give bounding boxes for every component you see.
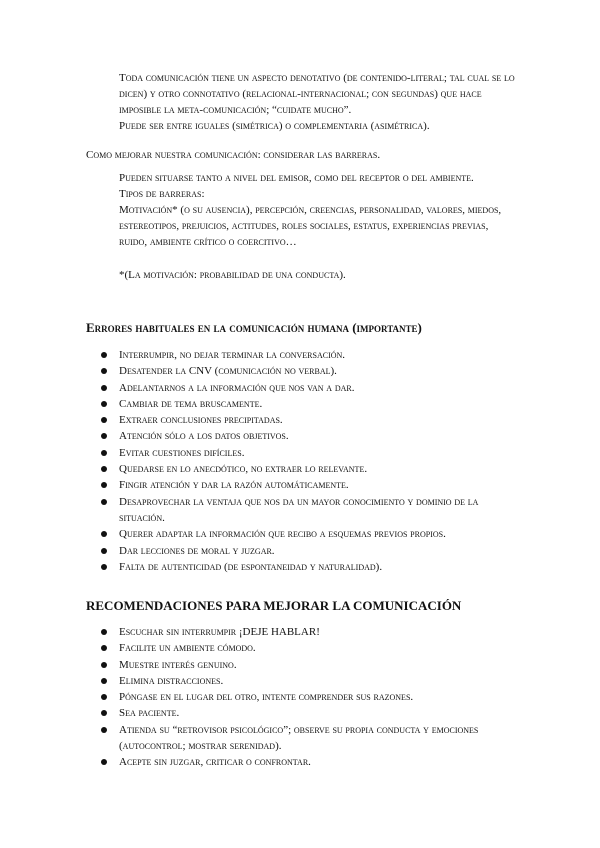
bullet-icon (101, 352, 107, 358)
list-item-text: Muestre interés genuino. (119, 658, 237, 671)
list-item-text: Atención sólo a los datos objetivos. (119, 430, 289, 443)
list-item (101, 526, 521, 542)
list-item (101, 673, 521, 689)
list-item-text: Elimina distracciones. (119, 674, 224, 687)
rec-first-prefix: Escuchar sin interrumpir ¡ (119, 626, 243, 638)
list-item-text: Cambiar de tema bruscamente. (119, 397, 263, 410)
bullet-icon (101, 499, 107, 505)
bullet-icon (101, 759, 107, 765)
list-item (101, 754, 521, 770)
list-item-text: Fingir atención y dar la razón automáticamente. (119, 479, 349, 492)
list-item (101, 689, 521, 705)
recommendations-list (101, 624, 521, 771)
list-item-text: Acepte sin juzgar, criticar o confrontar. (119, 756, 311, 769)
list-item-text: Evitar cuestiones difíciles. (119, 446, 245, 459)
errors-heading: Errores habituales en la comunicación humana (importante) (86, 320, 422, 335)
rec-first-emphasis: DEJE HABLAR (242, 626, 317, 638)
barriers-location-text: Pueden situarse tanto a nivel del emisor, como del receptor o del ambiente. (119, 172, 474, 184)
list-item (101, 477, 521, 493)
motivation-note: *(La motivación: probabilidad de una conducta). (119, 269, 346, 281)
list-item (101, 722, 521, 755)
list-item (101, 380, 521, 396)
list-item-text: Facilite un ambiente cómodo. (119, 642, 256, 655)
bullet-icon (101, 417, 107, 423)
bullet-icon (101, 401, 107, 407)
list-item-text: Atienda su “retrovisor psicológico”; observe su propia conducta y emociones (autocontrol; mostrar serenidad). (119, 723, 479, 753)
bullet-icon (101, 385, 107, 391)
recommendations-heading: RECOMENDACIONES PARA MEJORAR LA COMUNICACIÓN (86, 598, 462, 613)
list-item-text: Dar lecciones de moral y juzgar. (119, 544, 275, 557)
bullet-icon (101, 645, 107, 651)
bullet-icon (101, 433, 107, 439)
barriers-types-label: Tipos de barreras: (119, 188, 205, 200)
list-item-text: Desaprovechar la ventaja que nos da un mayor conocimiento y dominio de la situación. (119, 495, 479, 524)
list-item (101, 461, 521, 477)
list-item (101, 445, 521, 461)
list-item-text: Falta de autenticidad (de espontaneidad y naturalidad). (119, 560, 383, 573)
bullet-icon (101, 368, 107, 374)
bullet-icon (101, 482, 107, 488)
list-item-text: Querer adaptar la información que recibo a esquemas previos propios. (119, 528, 446, 541)
list-item (101, 363, 521, 379)
list-item (101, 347, 521, 363)
list-item (101, 494, 521, 527)
bullet-icon (101, 629, 107, 635)
rec-first-suffix: ! (316, 626, 320, 638)
errors-list (101, 347, 521, 575)
bullet-icon (101, 727, 107, 733)
intro-paragraph (119, 70, 519, 134)
bullet-icon (101, 710, 107, 716)
intro-symmetry-text: Puede ser entre iguales (simétrica) o complementaria (asimétrica). (119, 120, 430, 132)
list-item-text: Desatender la CNV (comunicación no verbal). (119, 365, 337, 378)
bullet-icon (101, 564, 107, 570)
list-item-text: Póngase en el lugar del otro, intente comprender sus razones. (119, 691, 414, 704)
list-item (101, 624, 521, 640)
bullet-icon (101, 531, 107, 537)
list-item (101, 412, 521, 428)
list-item-text: Interrumpir, no dejar terminar la conversación. (119, 349, 346, 361)
list-item (101, 657, 521, 673)
list-item (101, 705, 521, 721)
bullet-icon (101, 450, 107, 456)
bullet-icon (101, 678, 107, 684)
bullet-icon (101, 694, 107, 700)
bullet-icon (101, 548, 107, 554)
bullet-icon (101, 662, 107, 668)
list-item-text: Sea paciente. (119, 707, 180, 720)
barriers-title: Como mejorar nuestra comunicación: considerar las barreras. (86, 149, 381, 161)
list-item-text: Extraer conclusiones precipitadas. (119, 414, 283, 427)
barriers-types-list: Motivación* (o su ausencia), percepción, creencias, personalidad, valores, miedos, estereotipos, prejuicios, actitudes, roles sociales, estatus, experiencias previas, ruido, ambiente crítico o coercitivo… (119, 204, 502, 248)
list-item-text: Quedarse en lo anecdótico, no extraer lo relevante. (119, 463, 368, 476)
list-item (101, 559, 521, 575)
list-item (101, 428, 521, 444)
list-item (101, 543, 521, 559)
list-item-text: Adelantarnos a la información que nos van a dar. (119, 381, 355, 394)
intro-denotative-text: Toda comunicación tiene un aspecto denotativo (de contenido-literal; tal cual se lo dicen) y otro connotativo (relacional-internacional; con segundas) que hace imposible la meta-comunicación; “cuidate mucho”. (119, 72, 515, 116)
bullet-icon (101, 466, 107, 472)
list-item (101, 396, 521, 412)
list-item (101, 640, 521, 656)
barriers-paragraph (119, 170, 519, 250)
